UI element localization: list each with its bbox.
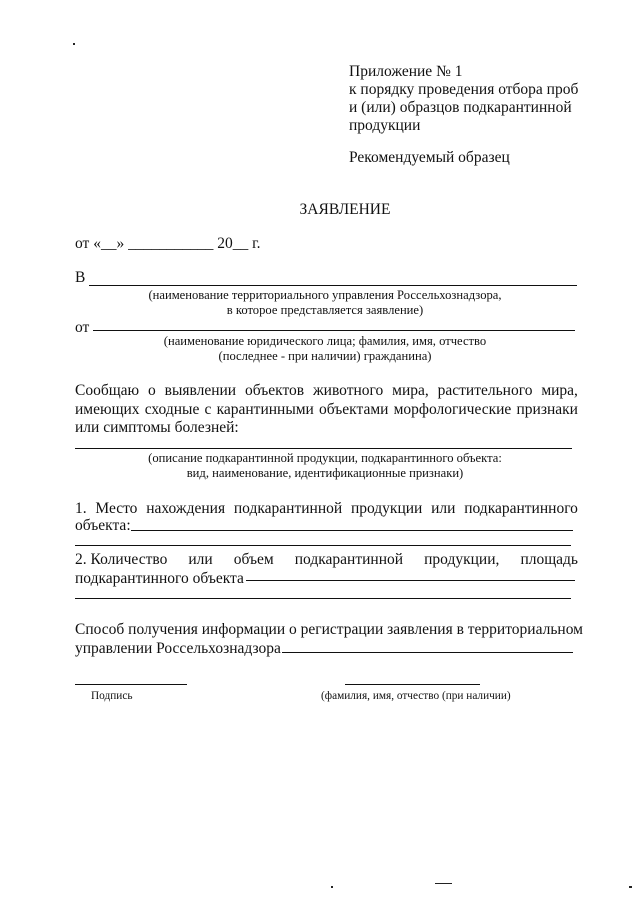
signature-field-line[interactable] — [75, 684, 187, 685]
scan-speck — [331, 886, 333, 888]
appendix-line-2: к порядку проведения отбора проб — [349, 81, 579, 98]
quantity-field-line[interactable] — [246, 580, 575, 581]
to-hint-2: в которое представляется заявление) — [226, 303, 424, 317]
from-prefix: от — [75, 319, 90, 336]
scan-speck — [73, 43, 75, 45]
report-line-1: Сообщаю о выявлении объектов животного мира, растительного мира, — [75, 382, 578, 399]
location-field-line[interactable] — [131, 530, 573, 531]
item2-line-1: 2. Количество или объем подкарантинной продукции, площадь — [75, 551, 578, 568]
to-field-line[interactable] — [89, 285, 577, 286]
description-hint-2: вид, наименование, идентификационные признаки) — [186, 466, 464, 480]
report-line-3: или симптомы болезней: — [75, 419, 239, 436]
method-field-line[interactable] — [282, 652, 573, 653]
name-label: (фамилия, имя, отчество (при наличии) — [321, 690, 511, 702]
method-line-2: управлении Россельхознадзора — [75, 640, 281, 657]
from-field-line[interactable] — [93, 330, 575, 331]
date-line: от «__» ___________ 20__ г. — [75, 235, 261, 252]
description-field-line[interactable] — [75, 448, 572, 449]
item1-line-2: объекта: — [75, 517, 131, 534]
appendix-line-4: продукции — [349, 117, 421, 134]
sample-note: Рекомендуемый образец — [349, 149, 510, 166]
location-field-line-2[interactable] — [75, 545, 571, 546]
to-prefix: В — [75, 269, 86, 286]
scan-speck — [435, 883, 452, 884]
description-hint-1: (описание подкарантинной продукции, подкарантинного объекта: — [148, 451, 502, 465]
item2-line-2: подкарантинного объекта — [75, 570, 244, 587]
item1-line-1: 1. Место нахождения подкарантинной продукции или подкарантинного — [75, 500, 578, 517]
report-line-2: имеющих сходные с карантинными объектами морфологические признаки — [75, 401, 578, 418]
to-hint-1: (наименование территориального управления Россельхознадзора, — [148, 288, 502, 302]
signature-label: Подпись — [91, 690, 133, 702]
quantity-field-line-2[interactable] — [75, 598, 571, 599]
from-hint-2: (последнее - при наличии) гражданина) — [218, 349, 432, 363]
scan-speck — [629, 886, 632, 888]
name-field-line[interactable] — [345, 684, 480, 685]
document-title: ЗАЯВЛЕНИЕ — [299, 201, 391, 218]
from-hint-1: (наименование юридического лица; фамилия, имя, отчество — [163, 334, 487, 348]
appendix-line-3: и (или) образцов подкарантинной — [349, 99, 572, 116]
method-line-1: Способ получения информации о регистрации заявления в территориальном — [75, 621, 583, 638]
appendix-title: Приложение № 1 — [349, 63, 463, 80]
